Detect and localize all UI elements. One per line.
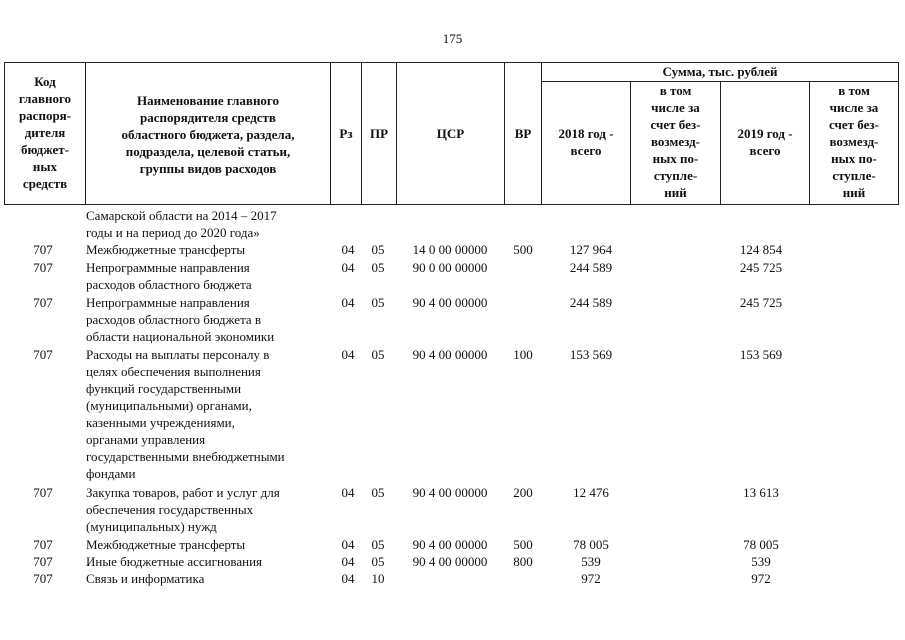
row-code: 707 — [33, 295, 53, 310]
row-pr: 05 — [371, 537, 385, 552]
header-2019-line: всего — [749, 143, 781, 158]
header-name-line: подраздела, целевой статьи, — [125, 144, 291, 159]
header-2018-line: 2018 год - — [558, 126, 614, 141]
row-rz: 04 — [341, 295, 355, 310]
row-name-line: органами управления — [86, 432, 206, 447]
row-name-line: области национальной экономики — [86, 329, 275, 344]
header-incl-line: ний — [664, 185, 687, 200]
row-name-line: Непрограммные направления — [86, 260, 250, 275]
header-code-line: Код — [34, 74, 56, 89]
row-code: 707 — [33, 242, 53, 257]
row-sum-2018: 972 — [581, 571, 601, 586]
row-pr: 05 — [371, 295, 385, 310]
row-csr: 14 0 00 00000 — [412, 242, 488, 257]
row-name-line: целях обеспечения выполнения — [86, 364, 261, 379]
row-name-line: фондами — [86, 466, 136, 481]
row-rz: 04 — [341, 347, 355, 362]
row-sum-2019: 972 — [751, 571, 771, 586]
row-sum-2018: 12 476 — [573, 485, 609, 500]
header-incl-line: в том — [838, 83, 870, 98]
row-sum-2018: 127 964 — [569, 242, 613, 257]
row-pr: 05 — [371, 242, 385, 257]
row-name — [86, 346, 336, 482]
header-2018-incl — [631, 82, 720, 201]
row-sum-2018: 153 569 — [569, 347, 613, 362]
row-name — [86, 259, 336, 293]
row-csr: 90 4 00 00000 — [412, 537, 488, 552]
row-pr: 05 — [371, 554, 385, 569]
row-code: 707 — [33, 571, 53, 586]
row-name — [86, 241, 336, 258]
row-name-line: функций государственными — [86, 381, 242, 396]
row-sum-2019: 13 613 — [743, 485, 779, 500]
row-vr: 200 — [513, 485, 533, 500]
row-sum-2019: 78 005 — [743, 537, 779, 552]
header-incl-line: возмезд- — [651, 134, 700, 149]
header-incl-line: числе за — [829, 100, 879, 115]
row-rz: 04 — [341, 260, 355, 275]
row-name — [86, 484, 336, 535]
header-code-line: главного — [18, 91, 72, 106]
continuation-text — [86, 207, 336, 241]
row-sum-2018: 78 005 — [573, 537, 609, 552]
header-vr: ВР — [514, 126, 532, 141]
row-csr: 90 4 00 00000 — [412, 347, 488, 362]
row-sum-2018: 539 — [581, 554, 601, 569]
row-code: 707 — [33, 485, 53, 500]
header-sum: Сумма, тыс. рублей — [662, 64, 778, 79]
row-sum-2018: 244 589 — [569, 260, 613, 275]
row-name-line: Межбюджетные трансферты — [86, 537, 246, 552]
row-name-line: расходов областного бюджета в — [86, 312, 262, 327]
header-incl-line: ступле- — [653, 168, 698, 183]
header-csr: ЦСР — [436, 126, 465, 141]
row-code: 707 — [33, 554, 53, 569]
row-rz: 04 — [341, 242, 355, 257]
row-code: 707 — [33, 537, 53, 552]
row-rz: 04 — [341, 554, 355, 569]
page-number: 175 — [442, 31, 463, 46]
row-vr: 500 — [513, 537, 533, 552]
row-rz: 04 — [341, 571, 355, 586]
row-sum-2018: 244 589 — [569, 295, 613, 310]
header-2019-incl — [810, 82, 898, 201]
row-sum-2019: 245 725 — [739, 260, 783, 275]
header-incl-line: в том — [659, 83, 692, 98]
row-name — [86, 553, 336, 570]
row-sum-2019: 539 — [751, 554, 771, 569]
header-code-line: бюджет- — [20, 142, 69, 157]
row-name-line: Непрограммные направления — [86, 295, 250, 310]
row-pr: 05 — [371, 485, 385, 500]
row-name-line: государственными внебюджетными — [86, 449, 285, 464]
row-rz: 04 — [341, 537, 355, 552]
header-pr: ПР — [369, 126, 389, 141]
header-rz: Рз — [339, 126, 353, 141]
header-name-line: распорядителя средств — [140, 110, 276, 125]
row-vr: 800 — [513, 554, 533, 569]
row-name-line: расходов областного бюджета — [86, 277, 252, 292]
header-code-line: средств — [22, 176, 68, 191]
row-name-line: обеспечения государственных — [86, 502, 254, 517]
row-name-line: казенными учреждениями, — [86, 415, 235, 430]
row-vr: 100 — [513, 347, 533, 362]
row-name-line: Межбюджетные трансферты — [86, 242, 246, 257]
row-name — [86, 294, 336, 345]
row-csr: 90 4 00 00000 — [412, 485, 488, 500]
row-vr: 500 — [513, 242, 533, 257]
header-incl-line: ных по- — [652, 151, 699, 166]
row-code: 707 — [33, 260, 53, 275]
header-code-line: распоря- — [18, 108, 72, 123]
header-code-line: дителя — [24, 125, 66, 140]
row-code: 707 — [33, 347, 53, 362]
row-name — [86, 570, 336, 587]
header-2018-total — [542, 125, 630, 159]
header-code-line: ных — [32, 159, 58, 174]
header-name — [86, 92, 330, 177]
header-incl-line: ных по- — [831, 151, 877, 166]
header-incl-line: ступле- — [832, 168, 876, 183]
row-pr: 05 — [371, 260, 385, 275]
continuation-line: Самарской области на 2014 – 2017 — [86, 208, 277, 223]
row-name-line: Закупка товаров, работ и услуг для — [86, 485, 280, 500]
row-name-line: (муниципальных) нужд — [86, 519, 217, 534]
row-sum-2019: 124 854 — [739, 242, 783, 257]
row-name-line: Расходы на выплаты персоналу в — [86, 347, 270, 362]
row-name-line: Иные бюджетные ассигнования — [86, 554, 263, 569]
row-csr: 90 4 00 00000 — [412, 554, 488, 569]
row-sum-2019: 245 725 — [739, 295, 783, 310]
header-incl-line: ний — [842, 185, 866, 200]
header-incl-line: числе за — [651, 100, 700, 115]
row-csr: 90 4 00 00000 — [412, 295, 488, 310]
header-name-line: Наименование главного — [136, 93, 280, 108]
header-name-line: областного бюджета, раздела, — [121, 127, 295, 142]
header-name-line: группы видов расходов — [139, 161, 277, 176]
row-name-line: Связь и информатика — [86, 571, 205, 586]
header-2019-total — [721, 125, 809, 159]
header-2018-line: всего — [570, 143, 602, 158]
row-pr: 10 — [371, 571, 385, 586]
header-incl-line: счет без- — [650, 117, 701, 132]
header-incl-line: возмезд- — [829, 134, 879, 149]
row-sum-2019: 153 569 — [739, 347, 783, 362]
row-name — [86, 536, 336, 553]
header-incl-line: счет без- — [829, 117, 879, 132]
continuation-line: годы и на период до 2020 года» — [86, 225, 260, 240]
row-pr: 05 — [371, 347, 385, 362]
row-name-line: (муниципальными) органами, — [86, 398, 252, 413]
row-csr: 90 0 00 00000 — [412, 260, 488, 275]
header-code — [5, 73, 85, 192]
row-rz: 04 — [341, 485, 355, 500]
header-2019-line: 2019 год - — [737, 126, 793, 141]
